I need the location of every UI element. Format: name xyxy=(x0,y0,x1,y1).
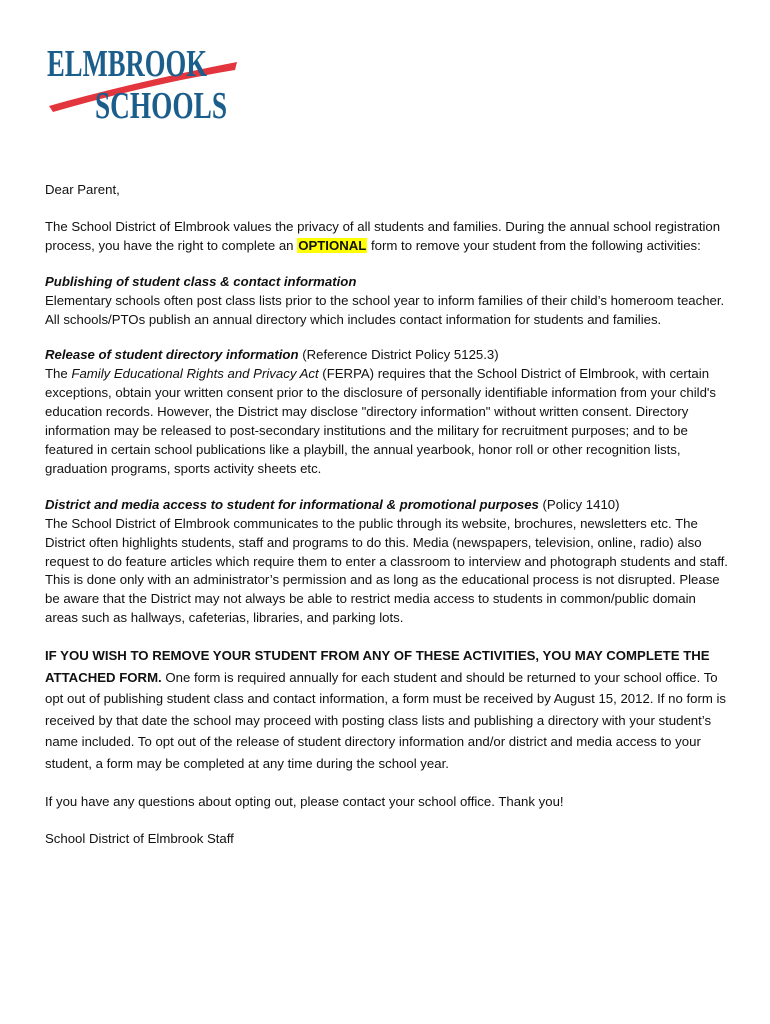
signature: School District of Elmbrook Staff xyxy=(45,831,234,847)
section-directory-body-prefix: The xyxy=(45,366,72,382)
optional-highlight: OPTIONAL xyxy=(298,237,367,253)
logo-text-schools: SCHOOLS xyxy=(95,85,227,127)
greeting: Dear Parent, xyxy=(45,182,120,197)
section-media-body: The School District of Elmbrook communicates to the public through its website, brochures, newsletters etc. The District often highlights students, staff and programs to do this. Media (newspapers, television, online, radio) also request to do feature articles which require them to enter a classroom to interview and photograph students and staff. This is done only with an administrator’s permission and as long as the educational process is not disrupted. Please be aware that the District may not always be able to restrict media access to students in common/public domain areas such as hallways, cafeterias, libraries, and parking lots. xyxy=(45,515,728,626)
ferpa-act-name: Family Educational Rights and Privacy Act xyxy=(71,366,319,382)
section-media xyxy=(45,496,730,628)
section-media-policy: (Policy 1410) xyxy=(538,496,620,512)
optout-paragraph xyxy=(45,645,730,774)
optout-caps: IF YOU WISH TO REMOVE YOUR STUDENT FROM ANY OF THESE ACTIVITIES, YOU MAY COMPLETE THE ATTACHED FORM. xyxy=(45,648,710,685)
elmbrook-schools-logo xyxy=(45,40,245,128)
section-directory-heading-line xyxy=(45,346,730,365)
section-directory xyxy=(45,346,730,478)
intro-text-after: form to remove your student from the following activities: xyxy=(367,237,701,253)
section-media-heading-line xyxy=(45,496,730,515)
intro-paragraph xyxy=(45,218,730,256)
optout-body: One form is required annually for each student and should be returned to your school office. To opt out of publishing student class and contact information, a form must be received by August 15, 2012. If no form is received by that date the school may proceed with posting class lists and publishing a directory with your student’s name included. To opt out of the release of student directory information and/or district and media access to your student, a form may be completed at any time during the school year. xyxy=(45,669,727,771)
logo-text-elmbrook: ELMBROOK xyxy=(47,43,208,85)
section-directory-body xyxy=(45,365,730,478)
section-publishing xyxy=(45,273,730,330)
letter-body xyxy=(45,181,730,849)
section-directory-policy: (Reference District Policy 5125.3) xyxy=(298,347,499,363)
section-directory-body-rest: (FERPA) requires that the School District of Elmbrook, with certain exceptions, obtain your written consent prior to the disclosure of personally identifiable information from your child's education records. However, the District may disclose "directory information" without written consent. Directory information may be released to post-secondary institutions and the military for recruitment purposes; and to be featured in certain school publications like a playbill, the annual yearbook, honor roll or other recognition lists, graduation programs, sports activity sheets etc. xyxy=(45,366,717,476)
section-directory-heading: Release of student directory information xyxy=(45,347,299,363)
questions-paragraph: If you have any questions about opting out, please contact your school office. Thank you! xyxy=(45,794,564,810)
section-publishing-heading: Publishing of student class & contact information xyxy=(45,273,357,289)
section-media-heading: District and media access to student for informational & promotional purposes xyxy=(45,496,539,512)
intro-text-before: The School District of Elmbrook values the privacy of all students and families. During the annual school registration process, you have the right to complete an xyxy=(45,218,721,253)
section-publishing-body: Elementary schools often post class lists prior to the school year to inform families of their child’s homeroom teacher. All schools/PTOs publish an annual directory which includes contact information for students and families. xyxy=(45,292,725,327)
